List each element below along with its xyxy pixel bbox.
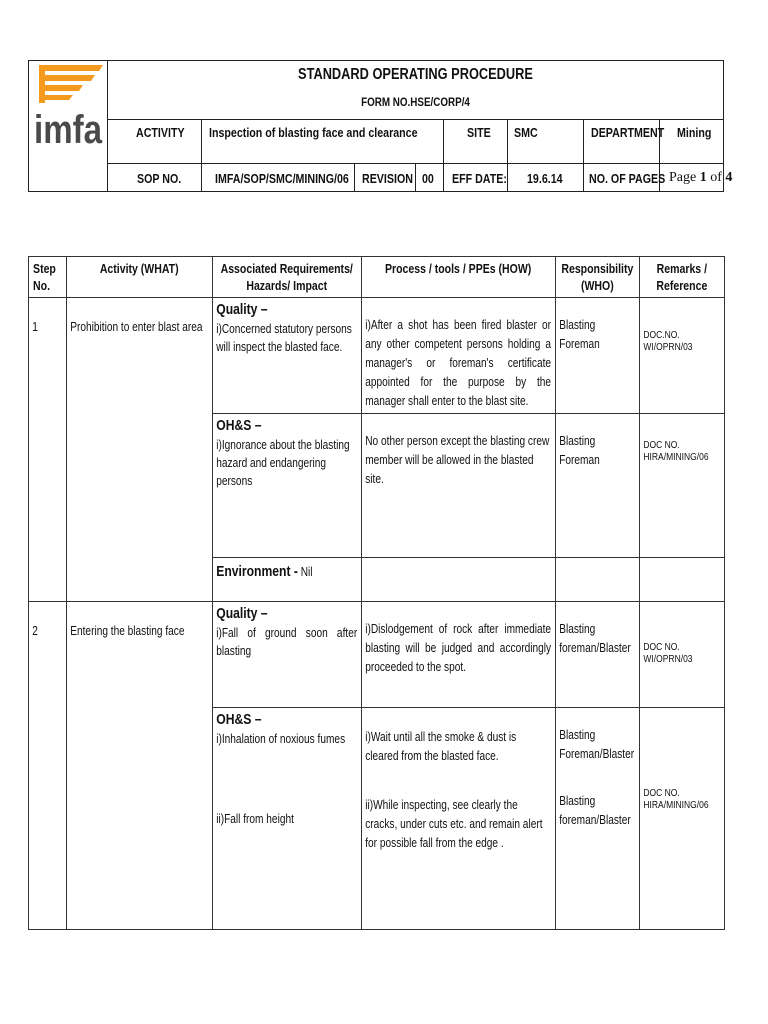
ohs-requirement-2: ii)Fall from height — [216, 812, 294, 826]
step-2-activity: Entering the blasting face — [67, 602, 213, 930]
page-count — [669, 170, 732, 185]
sop-title: STANDARD OPERATING PROCEDURE — [298, 66, 533, 83]
step-1-quality-remark: DOC.NO. WI/OPRN/03 — [640, 298, 725, 414]
department-label: DEPARTMENT — [591, 125, 665, 140]
step-2-ohs-responsibility — [556, 708, 640, 930]
revision-label: REVISION — [362, 171, 413, 186]
step-1-quality-requirement — [213, 298, 362, 414]
ohs-requirement-text: i)Ignorance about the blasting hazard and endangering persons — [216, 438, 350, 488]
logo-cell — [29, 61, 108, 191]
page-total: 4 — [725, 170, 733, 185]
quality-heading: Quality – — [216, 301, 268, 318]
sop-header — [28, 60, 733, 192]
step-1-quality-process: i)After a shot has been fired blaster or any other competent persons holding a manager's or foreman's certificate appointed for the purpose by the manager shall enter to the blast site. — [362, 298, 556, 414]
revision-value: 00 — [422, 171, 434, 186]
site-value: SMC — [514, 125, 538, 140]
activity-value: Inspection of blasting face and clearance — [209, 125, 418, 140]
step-2-quality-process: i)Dislodgement of rock after immediate blasting will be judged and accordingly proceeded to the spot. — [362, 602, 556, 708]
eff-date-value: 19.6.14 — [527, 171, 563, 186]
logo-orange-mark — [39, 65, 103, 103]
page-prefix: Page — [669, 170, 697, 185]
ohs-process-1: i)Wait until all the smoke & dust is cleared from the blasted face. — [365, 730, 517, 763]
ohs-responsibility-1: Blasting Foreman/Blaster — [559, 728, 635, 761]
step-2-quality-remark: DOC NO. WI/OPRN/03 — [640, 602, 725, 708]
step-2-ohs-remark: DOC NO. HIRA/MINING/06 — [640, 708, 725, 930]
logo-wordmark: imfa — [34, 108, 103, 152]
ohs-heading: OH&S – — [216, 417, 262, 434]
col-header-remarks: Remarks / Reference — [640, 257, 725, 298]
step-1-environment — [213, 558, 362, 602]
step-2-quality-requirement — [213, 602, 362, 708]
page-of: of — [710, 170, 722, 185]
activity-label: ACTIVITY — [136, 125, 185, 140]
col-header-process: Process / tools / PPEs (HOW) — [362, 257, 556, 298]
step-1-ohs-process: No other person except the blasting crew member will be allowed in the blasted site. — [362, 414, 556, 558]
eff-date-label: EFF DATE: — [452, 171, 507, 186]
step-1-env-process — [362, 558, 556, 602]
step-1-ohs-remark: DOC NO. HIRA/MINING/06 — [640, 414, 725, 558]
site-label: SITE — [467, 125, 491, 140]
ohs-process-2: ii)While inspecting, see clearly the cracks, under cuts etc. and remain alert for possible fall from the edge . — [365, 798, 543, 850]
ohs-requirement-1: i)Inhalation of noxious fumes — [216, 732, 346, 746]
no-of-pages-label: NO. OF PAGES — [589, 171, 666, 186]
ohs-heading: OH&S – — [216, 711, 262, 728]
ohs-responsibility-2: Blasting foreman/Blaster — [559, 794, 631, 827]
step-2-quality-responsibility: Blasting foreman/Blaster — [556, 602, 640, 708]
form-number: FORM NO.HSE/CORP/4 — [361, 95, 470, 109]
sop-steps-table — [28, 256, 725, 930]
sop-no-label: SOP NO. — [137, 171, 182, 186]
quality-heading: Quality – — [216, 605, 268, 622]
imfa-logo — [33, 63, 105, 152]
step-1-ohs-responsibility: Blasting Foreman — [556, 414, 640, 558]
col-header-activity: Activity (WHAT) — [67, 257, 213, 298]
page-current: 1 — [699, 170, 707, 185]
step-1-number: 1 — [29, 298, 67, 602]
quality-requirement-text: i)Fall of ground soon after blasting — [216, 626, 358, 658]
environment-value: Nil — [300, 565, 313, 579]
step-2-ohs-process — [362, 708, 556, 930]
step-2-ohs-requirement — [213, 708, 362, 930]
table-row — [29, 298, 725, 414]
col-header-requirements: Associated Requirements/ Hazards/ Impact — [213, 257, 362, 298]
sop-no-value: IMFA/SOP/SMC/MINING/06 — [215, 171, 349, 186]
table-row — [29, 602, 725, 708]
table-header-row — [29, 257, 725, 298]
col-header-step: Step No. — [29, 257, 67, 298]
step-1-env-remark — [640, 558, 725, 602]
environment-heading: Environment - — [216, 563, 298, 580]
step-1-env-responsibility — [556, 558, 640, 602]
col-header-responsibility: Responsibility (WHO) — [556, 257, 640, 298]
step-1-activity: Prohibition to enter blast area — [67, 298, 213, 602]
step-1-ohs-requirement — [213, 414, 362, 558]
step-2-number: 2 — [29, 602, 67, 930]
quality-requirement-text: i)Concerned statutory persons will inspect the blasted face. — [216, 322, 352, 354]
department-value: Mining — [677, 125, 712, 140]
step-1-quality-responsibility: Blasting Foreman — [556, 298, 640, 414]
